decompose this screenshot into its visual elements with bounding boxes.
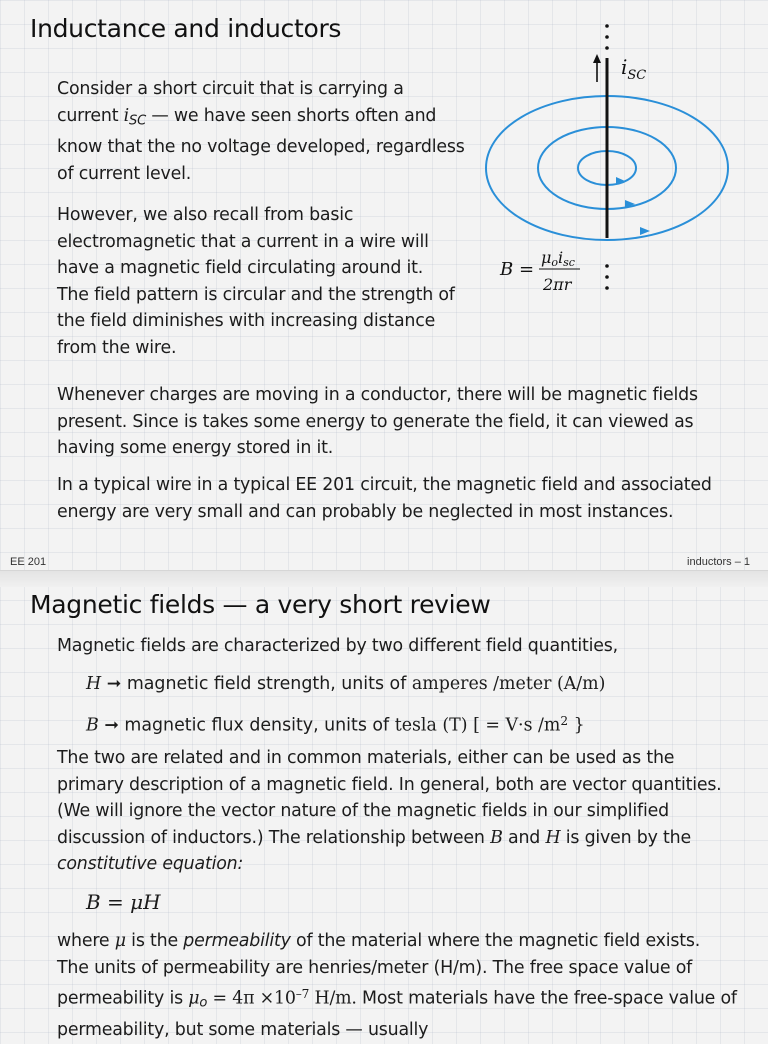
current-label: $i_{SC}$: [621, 55, 647, 83]
arrow-right-icon: ➞: [104, 715, 119, 736]
text-run: and: [502, 827, 546, 848]
text-run: of the material where the magnetic field exists. The units of permeability are henries/meter (H/m). The free space value of permeability is: [57, 931, 701, 1009]
formula-numerator: μoisc: [541, 248, 575, 269]
formula-lhs: B =: [500, 259, 535, 280]
var-mu0: μ: [188, 988, 200, 1009]
value-mu0: = 4π ×10: [207, 988, 296, 1009]
units-h: amperes /meter (A/m): [411, 674, 606, 694]
term-constitutive-equation: constitutive equation:: [57, 854, 244, 874]
text-run: Consider a short circuit that is carrying a current: [57, 79, 404, 126]
units-mu0: H/m.: [309, 988, 357, 1009]
paragraph-intro: Magnetic fields are characterized by two different field quantities,: [57, 636, 618, 656]
definition-h: [86, 671, 605, 697]
var-h: H: [545, 827, 561, 848]
arrow-right-icon: ➞: [106, 674, 122, 694]
term-permeability: permeability: [183, 931, 291, 951]
sub-sc: SC: [129, 112, 147, 128]
ellipsis-dot: [605, 46, 609, 50]
text-run: magnetic flux density, units of: [124, 715, 395, 736]
text-run: is the: [125, 931, 184, 951]
var-mu: μ: [114, 931, 126, 951]
slide-title: Inductance and inductors: [30, 14, 342, 43]
paragraph-relationship: [57, 745, 737, 878]
ellipsis-dot: [605, 35, 609, 39]
ellipsis-dot: [605, 275, 609, 279]
formula-denominator: 2πr: [543, 275, 572, 294]
symbol-b: B: [86, 715, 99, 736]
paragraph-magnetic-field: However, we also recall from basic electromagnetic that a current in a wire will have a magnetic field circulating around it. The field pattern is circular and the strength of the field diminishes with increasing distance from the wire.: [57, 205, 455, 358]
arrow-head-icon: [640, 227, 650, 235]
units-b-end: }: [568, 715, 585, 736]
text-run: is given by the: [560, 827, 691, 848]
text-run: — we have seen shorts often and know that the no voltage developed, regardless of current level.: [57, 105, 465, 184]
text-run: magnetic field strength, units of: [126, 674, 412, 694]
paragraph-permeability: [57, 928, 737, 1044]
footer-page: inductors – 1: [687, 556, 750, 568]
var-i: i: [123, 105, 130, 126]
text-run: The two are related and in common materials, either can be used as the primary description of a magnetic field. In general, both are vector quantities. (We will ignore the vector nature of the magnetic fields in our simplified discussion of inductors.) The relationship between: [57, 748, 722, 848]
ellipsis-dot: [605, 264, 609, 268]
units-b: tesla (T) [ = V·s /m: [394, 715, 561, 736]
units-b-sup: 2: [560, 714, 569, 728]
definition-b: [86, 708, 585, 738]
ellipsis-dot: [605, 24, 609, 28]
slide-title: Magnetic fields — a very short review: [30, 590, 491, 619]
symbol-h: H: [86, 674, 102, 694]
slide-magnetic-fields: [0, 572, 768, 1041]
exponent: –7: [295, 987, 310, 1001]
ellipsis-dot: [605, 286, 609, 290]
paragraph-energy-stored: Whenever charges are moving in a conductor, there will be magnetic fields present. Since is takes some energy to generate the field, it can viewed as having some energy stored in it.: [57, 385, 698, 458]
sub-o: o: [199, 995, 208, 1011]
paragraph-short-circuit: [57, 76, 467, 187]
text-run: where: [57, 931, 115, 951]
var-b: B: [490, 827, 503, 848]
footer-course: EE 201: [10, 556, 47, 568]
text-run: Most materials have the free-space value of permeability, but some materials — usually: [57, 988, 737, 1041]
magnetic-field-diagram: [480, 18, 740, 298]
paragraph-typical-wire: In a typical wire in a typical EE 201 circuit, the magnetic field and associated energy are very small and can probably be neglected in most instances.: [57, 475, 712, 522]
current-arrow-head-icon: [593, 54, 601, 63]
constitutive-equation: B = μH: [86, 890, 161, 914]
